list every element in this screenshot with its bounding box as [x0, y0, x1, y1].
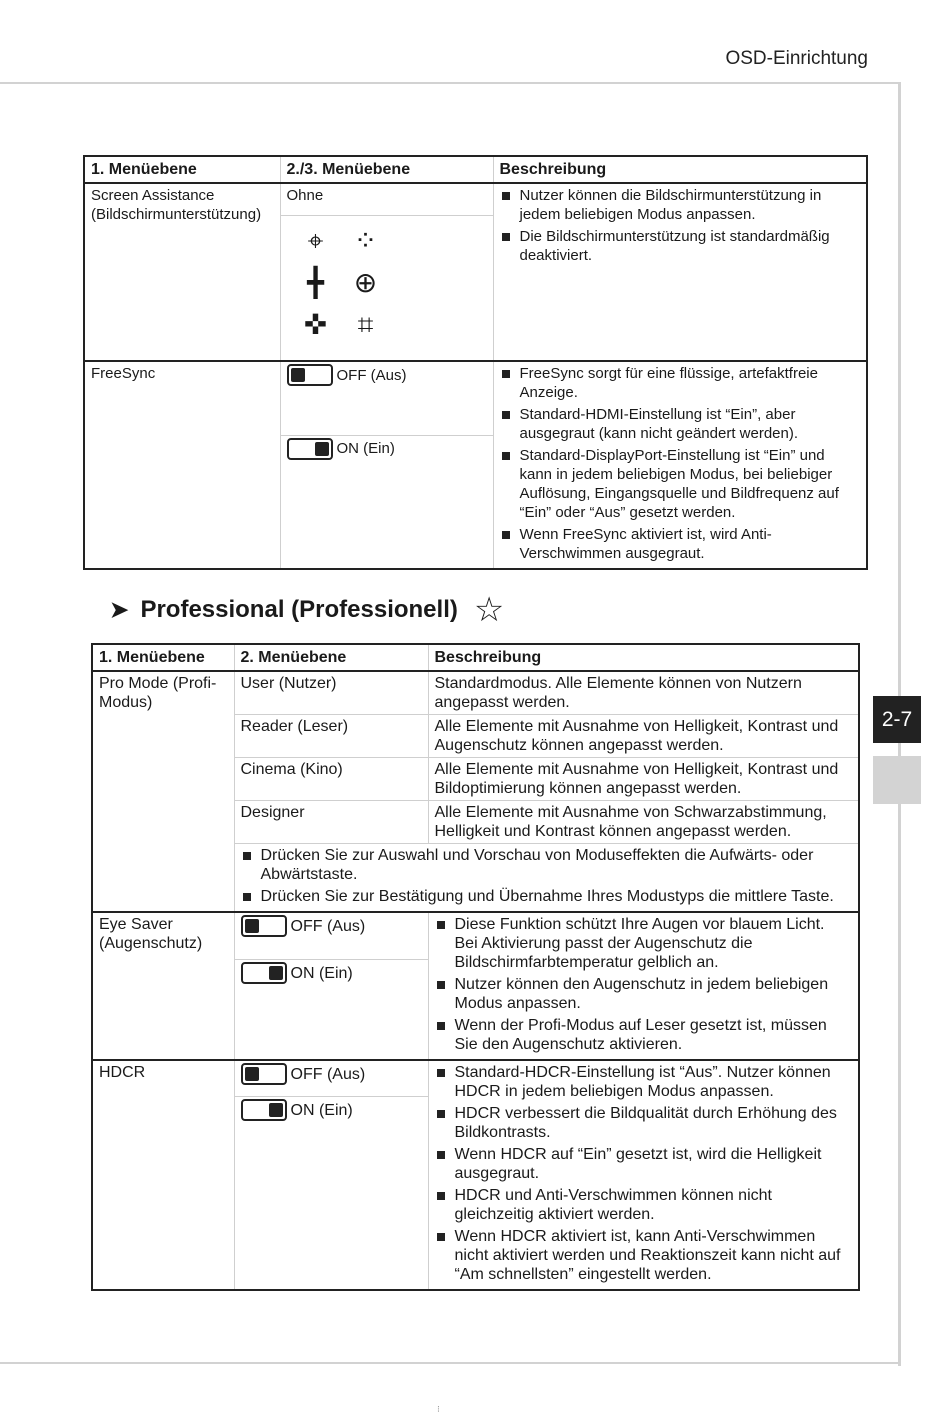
list-item: FreeSync sorgt für eine flüssige, artefaktfreie Anzeige. — [500, 364, 861, 402]
toggle-off-icon — [287, 364, 333, 386]
toggle-off-icon — [241, 915, 287, 937]
hdcr-off-cell — [234, 1060, 428, 1097]
freesync-off-cell — [280, 361, 493, 435]
crosshair-plus-icon: ╋ — [307, 267, 324, 298]
eye-saver-on-cell — [234, 960, 428, 1060]
header-level23: 2./3. Menüebene — [280, 156, 493, 183]
side-tab-placeholder — [873, 756, 921, 804]
hdcr-off-label: OFF (Aus) — [290, 1065, 366, 1083]
hdcr-label: HDCR — [92, 1060, 234, 1290]
list-item: HDCR und Anti-Verschwimmen können nicht gleichzeitig aktiviert werden. — [435, 1186, 853, 1224]
list-item: Wenn HDCR aktiviert ist, kann Anti-Verschwimmen nicht aktiviert werden und Reaktionszeit kann nicht auf “Am schnellsten” eingestellt werden. — [435, 1227, 853, 1284]
pro-mode-cinema: Cinema (Kino) — [234, 758, 428, 801]
list-item: Die Bildschirmunterstützung ist standardmäßig deaktiviert. — [500, 227, 861, 265]
screen-assistance-label: Screen Assistance (Bildschirmunterstützung) — [84, 183, 280, 361]
hdcr-desc — [428, 1060, 859, 1290]
list-item: Standard-DisplayPort-Einstellung ist “Ein” und kann in jedem beliebigen Modus, bei beliebiger Auflösung, Eingangsquelle und Bildfrequenz auf “Ein” oder “Aus” gesetzt werden. — [500, 446, 861, 522]
list-item: Drücken Sie zur Bestätigung und Übernahme Ihres Modustyps die mittlere Taste. — [241, 887, 853, 906]
screen-assistance-none: Ohne — [280, 183, 493, 216]
toggle-on-icon — [241, 1099, 287, 1121]
table-row — [84, 183, 867, 216]
target-circle-icon: ⊕ — [353, 267, 378, 298]
eye-saver-desc — [428, 912, 859, 1060]
pro-mode-reader-desc: Alle Elemente mit Ausnahme von Helligkeit, Kontrast und Augenschutz können angepasst werden. — [428, 715, 859, 758]
star-icon: ☆ — [473, 591, 505, 629]
list-item: Wenn FreeSync aktiviert ist, wird Anti-Verschwimmen ausgegraut. — [500, 525, 861, 563]
eye-saver-off-cell — [234, 912, 428, 960]
pro-mode-cinema-desc: Alle Elemente mit Ausnahme von Helligkeit, Kontrast und Bildoptimierung können angepasst werden. — [428, 758, 859, 801]
table-row — [92, 912, 859, 960]
dots-corners-icon: ⁘ — [353, 225, 378, 256]
hdcr-on-cell — [234, 1097, 428, 1290]
chevron-right-icon: ➤ — [110, 597, 129, 622]
eye-saver-label: Eye Saver (Augenschutz) — [92, 912, 234, 1060]
list-item: Diese Funktion schützt Ihre Augen vor blauem Licht. Bei Aktivierung passt der Augenschutz die Bildschirmfarbtemperatur gelblich an. — [435, 915, 853, 972]
osd-table-2 — [91, 643, 860, 1291]
toggle-on-icon — [241, 962, 287, 984]
table-header-row — [84, 156, 867, 183]
freesync-off-label: OFF (Aus) — [336, 366, 407, 384]
header-level1: 1. Menüebene — [84, 156, 280, 183]
pro-mode-notes — [234, 844, 859, 913]
toggle-on-icon — [287, 438, 333, 460]
footer-mark: ⁝ — [437, 1404, 440, 1414]
table-row — [92, 671, 859, 715]
list-item: Nutzer können die Bildschirmunterstützung in jedem beliebigen Modus anpassen. — [500, 186, 861, 224]
list-item: Drücken Sie zur Auswahl und Vorschau von Moduseffekten die Aufwärts- oder Abwärtstaste. — [241, 846, 853, 884]
header-level2: 2. Menüebene — [234, 644, 428, 671]
osd-table-1 — [83, 155, 868, 570]
header-description: Beschreibung — [428, 644, 859, 671]
freesync-on-label: ON (Ein) — [336, 440, 395, 458]
header-divider — [0, 82, 900, 84]
freesync-label: FreeSync — [84, 361, 280, 569]
page-number-tab: 2-7 — [873, 696, 921, 743]
pro-mode-user-desc: Standardmodus. Alle Elemente können von Nutzern angepasst werden. — [428, 671, 859, 715]
list-item: HDCR verbessert die Bildqualität durch Erhöhung des Bildkontrasts. — [435, 1104, 853, 1142]
arrows-cross-icon: ✜ — [303, 309, 328, 340]
pro-mode-label: Pro Mode (Profi-Modus) — [92, 671, 234, 912]
pro-mode-user: User (Nutzer) — [234, 671, 428, 715]
screen-assistance-desc — [493, 183, 867, 361]
list-item: Wenn der Profi-Modus auf Leser gesetzt ist, müssen Sie den Augenschutz aktivieren. — [435, 1016, 853, 1054]
table-row — [92, 1060, 859, 1097]
table-header-row — [92, 644, 859, 671]
pro-mode-designer-desc: Alle Elemente mit Ausnahme von Schwarzabstimmung, Helligkeit und Kontrast können angepasst werden. — [428, 801, 859, 844]
page-header-title: OSD-Einrichtung — [725, 48, 868, 69]
eye-saver-on-label: ON (Ein) — [290, 964, 353, 982]
table-row — [84, 361, 867, 435]
crosshair-corners-icon: ⌖ — [307, 225, 324, 256]
header-description: Beschreibung — [493, 156, 867, 183]
freesync-desc — [493, 361, 867, 569]
section-title — [110, 590, 504, 630]
hdcr-on-label: ON (Ein) — [290, 1101, 353, 1119]
screen-assistance-icons-cell — [280, 216, 493, 362]
toggle-off-icon — [241, 1063, 287, 1085]
list-item: Nutzer können den Augenschutz in jedem beliebigen Modus anpassen. — [435, 975, 853, 1013]
diamond-target-icon: ⌗ — [357, 309, 374, 340]
pro-mode-designer: Designer — [234, 801, 428, 844]
list-item: Wenn HDCR auf “Ein” gesetzt ist, wird die Helligkeit ausgegraut. — [435, 1145, 853, 1183]
eye-saver-off-label: OFF (Aus) — [290, 917, 366, 935]
pro-mode-reader: Reader (Leser) — [234, 715, 428, 758]
header-level1: 1. Menüebene — [92, 644, 234, 671]
page-bottom-border — [0, 1362, 900, 1364]
freesync-on-cell — [280, 435, 493, 569]
list-item: Standard-HDMI-Einstellung ist “Ein”, aber ausgegraut (kann nicht geändert werden). — [500, 405, 861, 443]
list-item: Standard-HDCR-Einstellung ist “Aus”. Nutzer können HDCR in jedem beliebigen Modus anpassen. — [435, 1063, 853, 1101]
section-title-text: Professional (Professionell) — [140, 596, 458, 623]
